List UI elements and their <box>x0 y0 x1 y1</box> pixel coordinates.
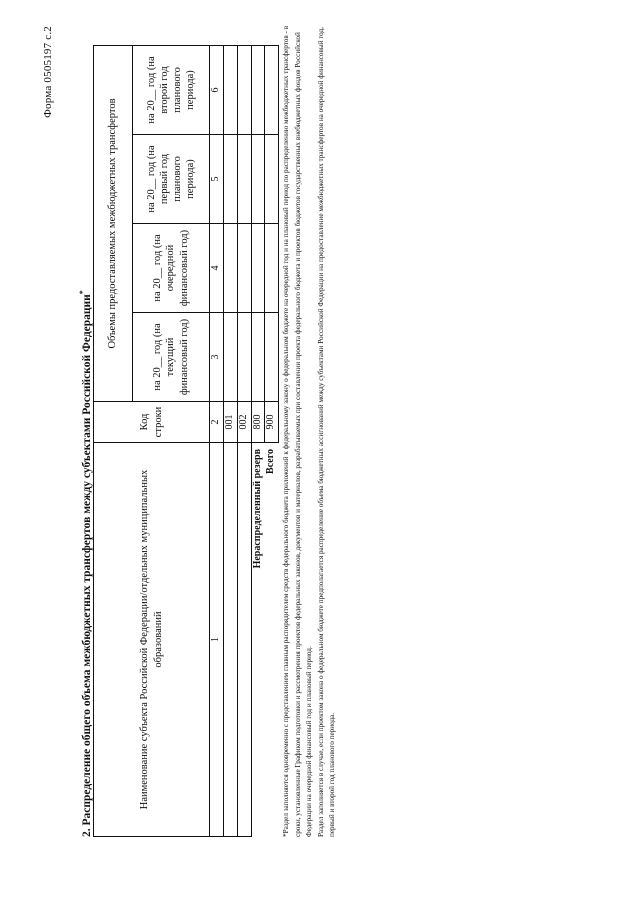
name-cell[interactable] <box>223 443 237 837</box>
subheader-plan-year-1: на 20__ год (на первый год планового периода) <box>133 135 210 224</box>
value-cell[interactable] <box>237 135 251 224</box>
value-cell[interactable] <box>265 135 279 224</box>
column-number: 2 <box>210 402 224 443</box>
code-cell: 002 <box>237 402 251 443</box>
footnote-2: Раздел заполняется в случае, если проектом закона о федеральном бюджете предполагается распределение объема бюджетных ассигнований между субъектами Российской Федерации на предоставление межбюджетных трансфертов на очередной финансовый год, первый и второй год планового периода. <box>316 27 337 837</box>
footnote-mark: * <box>78 290 87 295</box>
total-code: 900 <box>265 402 279 443</box>
name-cell[interactable] <box>237 443 251 837</box>
section-title-text: 2. Распределение общего объема межбюджетных трансфертов между субъектами Российской Федерации <box>80 294 93 837</box>
value-cell[interactable] <box>223 313 237 402</box>
value-cell[interactable] <box>251 46 265 135</box>
table-row <box>223 46 237 837</box>
header-name: Наименование субъекта Российской Федерации/отдельных муниципальных образований <box>94 443 210 837</box>
footnotes <box>281 25 339 837</box>
column-number: 5 <box>210 135 224 224</box>
form-code: Форма 0505197 с.2 <box>42 26 54 118</box>
total-row <box>265 46 279 837</box>
footnote-1: *Раздел заполняется одновременно с представлением главным распорядителем средств федерального бюджета приложений к федеральному закону о федеральном бюджете на очередной год и на плановый период по распределению межбюджетных трансфертов - в сроки, установленные Графиком подготовки и рассмотрения проектов федеральных законов, документов и материалов, разрабатываемых при составлении проекта федерального бюджета и проектов бюджетов государственных внебюджетных фондов Российской Федерации на очередной финансовый год и плановый период. <box>282 25 314 837</box>
value-cell[interactable] <box>251 313 265 402</box>
column-numbers-row <box>210 46 224 837</box>
value-cell[interactable] <box>223 135 237 224</box>
value-cell[interactable] <box>251 135 265 224</box>
section-title <box>78 290 93 837</box>
subheader-current-year: на 20__ год (на текущий финансовый год) <box>133 313 210 402</box>
table-row <box>237 46 251 837</box>
total-label: Всего <box>265 449 276 474</box>
column-number: 6 <box>210 46 224 135</box>
transfers-table <box>93 45 279 837</box>
subheader-plan-year-2: на 20__ год (на второй год планового периода) <box>133 46 210 135</box>
reserve-code: 800 <box>251 402 265 443</box>
code-cell: 001 <box>223 402 237 443</box>
header-code: Код строки <box>94 402 210 443</box>
value-cell[interactable] <box>223 224 237 313</box>
value-cell[interactable] <box>265 46 279 135</box>
reserve-row <box>251 46 265 837</box>
reserve-label: Нераспределенный резерв <box>251 449 263 569</box>
value-cell[interactable] <box>237 313 251 402</box>
column-number: 3 <box>210 313 224 402</box>
column-number: 4 <box>210 224 224 313</box>
value-cell[interactable] <box>265 313 279 402</box>
header-volumes: Объемы предоставляемых межбюджетных трансфертов <box>94 46 133 402</box>
value-cell[interactable] <box>237 46 251 135</box>
subheader-next-year: на 20__ год (на очередной финансовый год) <box>133 224 210 313</box>
value-cell[interactable] <box>223 46 237 135</box>
column-number: 1 <box>210 443 224 837</box>
value-cell[interactable] <box>265 224 279 313</box>
value-cell[interactable] <box>251 224 265 313</box>
value-cell[interactable] <box>237 224 251 313</box>
